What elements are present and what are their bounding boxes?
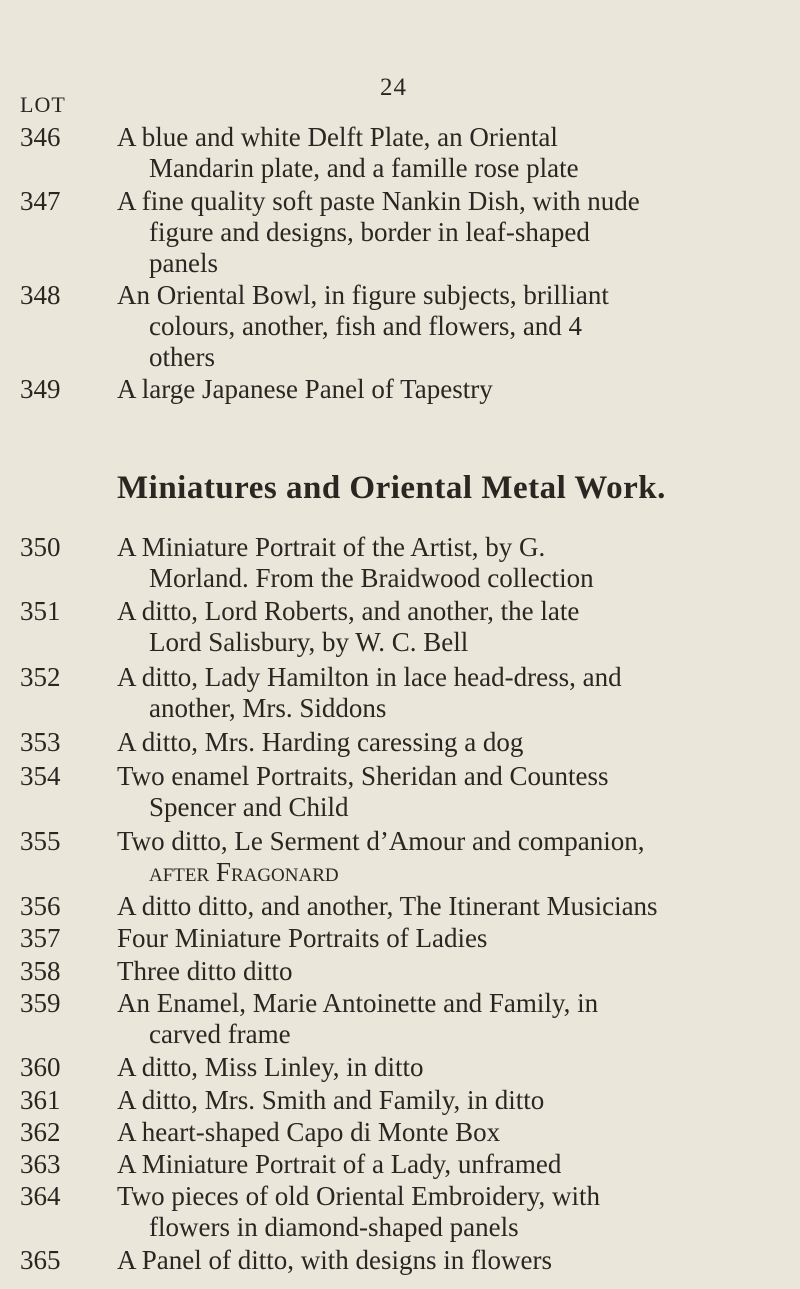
- lot-number: 363: [20, 1149, 61, 1179]
- lot-number: 365: [20, 1245, 61, 1275]
- lot-description: A fine quality soft paste Nankin Dish, with nude figure and designs, border in leaf-shaped panels: [117, 186, 640, 278]
- lot-description: Four Miniature Portraits of Ladies: [117, 923, 488, 953]
- lot-description: A ditto, Lord Roberts, and another, the late Lord Salisbury, by W. C. Bell: [117, 596, 580, 657]
- lot-description: A ditto, Lady Hamilton in lace head-dress, and another, Mrs. Siddons: [117, 662, 622, 723]
- lot-number: 351: [20, 596, 61, 626]
- lot-number: 355: [20, 826, 61, 856]
- lot-number: 358: [20, 956, 61, 986]
- lot-number: 347: [20, 186, 61, 216]
- lot-description: Two pieces of old Oriental Embroidery, with flowers in diamond-shaped panels: [117, 1181, 600, 1242]
- lot-description: A Miniature Portrait of the Artist, by G. Morland. From the Braidwood collection: [117, 532, 594, 593]
- lot-description: A large Japanese Panel of Tapestry: [117, 374, 493, 404]
- lot-description: A ditto ditto, and another, The Itinerant Musicians: [117, 891, 658, 921]
- lot-description: A ditto, Mrs. Smith and Family, in ditto: [117, 1085, 545, 1115]
- lot-number: 361: [20, 1085, 61, 1115]
- lot-number: 346: [20, 122, 61, 152]
- lot-number: 364: [20, 1181, 61, 1211]
- page-number: 24: [380, 74, 407, 101]
- lot-description: A Miniature Portrait of a Lady, unframed: [117, 1149, 562, 1179]
- lot-number: 348: [20, 280, 61, 310]
- lot-number: 359: [20, 988, 61, 1018]
- lot-description: A heart-shaped Capo di Monte Box: [117, 1117, 501, 1147]
- lot-description: Two ditto, Le Serment d’Amour and companion, after Fragonard: [117, 826, 645, 887]
- lot-description: A Panel of ditto, with designs in flowers: [117, 1245, 552, 1275]
- lot-description: Two enamel Portraits, Sheridan and Countess Spencer and Child: [117, 761, 609, 822]
- lot-description: An Oriental Bowl, in figure subjects, brilliant colours, another, fish and flowers, and 4 others: [117, 280, 609, 372]
- lot-number: 356: [20, 891, 61, 921]
- lot-number: 352: [20, 662, 61, 692]
- lot-number: 357: [20, 923, 61, 953]
- lot-description: A ditto, Mrs. Harding caressing a dog: [117, 727, 524, 757]
- lot-number: 353: [20, 727, 61, 757]
- lot-number: 362: [20, 1117, 61, 1147]
- lot-number: 354: [20, 761, 61, 791]
- lot-description: An Enamel, Marie Antoinette and Family, in carved frame: [117, 988, 599, 1049]
- lot-number: 350: [20, 532, 61, 562]
- lot-description: A ditto, Miss Linley, in ditto: [117, 1052, 424, 1082]
- lot-column-header: LOT: [20, 92, 66, 117]
- lot-description: Three ditto ditto: [117, 956, 293, 986]
- lot-number: 349: [20, 374, 61, 404]
- lot-description: A blue and white Delft Plate, an Oriental Mandarin plate, and a famille rose plate: [117, 122, 579, 183]
- section-heading: Miniatures and Oriental Metal Work.: [117, 470, 666, 506]
- lot-number: 360: [20, 1052, 61, 1082]
